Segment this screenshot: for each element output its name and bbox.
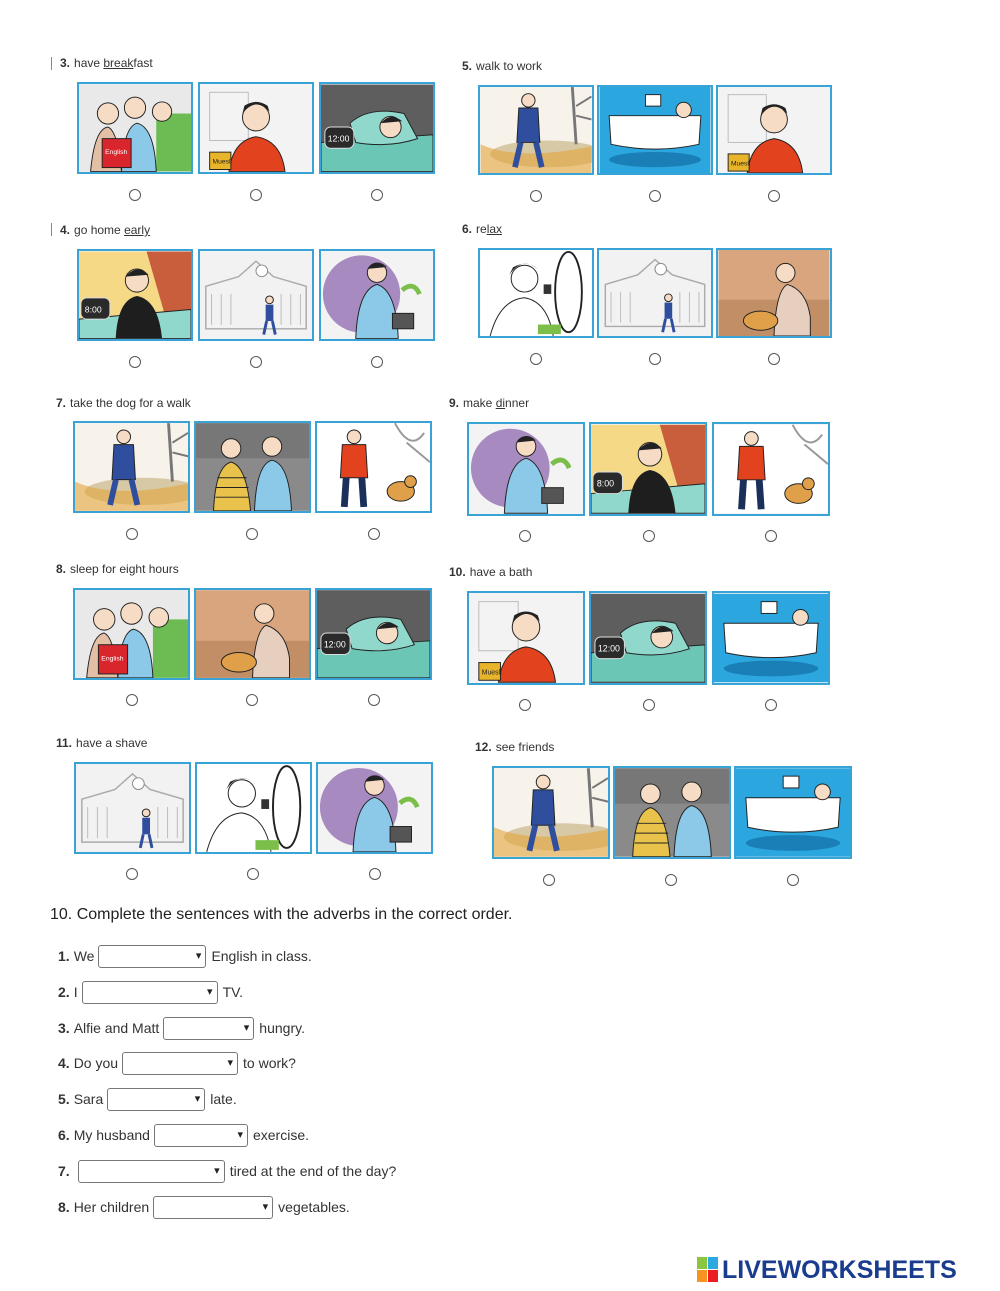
task-12-picture-friends — [613, 766, 731, 859]
sentence-number: 1. — [58, 948, 70, 964]
task-6-picture-relax — [716, 248, 832, 338]
task-5-picture-bath — [597, 85, 713, 175]
task-6-picture-station — [597, 248, 713, 338]
task-6-option-b-radio[interactable] — [649, 353, 661, 365]
sentence-7-dropdown[interactable] — [78, 1160, 225, 1183]
sentence-number: 5. — [58, 1091, 70, 1107]
task-8-picture-sleep — [315, 588, 432, 680]
task-8-option-c-radio[interactable] — [368, 694, 380, 706]
task-7-option-b-radio[interactable] — [246, 528, 258, 540]
margin-bar — [51, 223, 52, 236]
task-3-picture-sleep — [319, 82, 435, 174]
sentence-2-dropdown[interactable] — [82, 981, 218, 1004]
task-11-option-b-radio[interactable] — [247, 868, 259, 880]
task-4-option-c-radio[interactable] — [371, 356, 383, 368]
task-10-label: 10. have a bath — [449, 565, 533, 579]
sentence-1 — [58, 944, 312, 968]
sentence-6-dropdown[interactable] — [154, 1124, 248, 1147]
task-3-picture-breakfast — [198, 82, 314, 174]
task-5-picture-walk — [478, 85, 594, 175]
sentence-suffix: vegetables. — [278, 1199, 350, 1215]
task-12-option-a-radio[interactable] — [543, 874, 555, 886]
sentence-prefix: Sara — [73, 1091, 104, 1107]
task-4-option-a-radio[interactable] — [129, 356, 141, 368]
task-10-picture-sleep — [589, 591, 707, 685]
sentence-suffix: tired at the end of the day? — [229, 1163, 397, 1179]
sentence-suffix: late. — [210, 1091, 237, 1107]
margin-bar — [51, 57, 52, 70]
sentence-4-dropdown[interactable] — [122, 1052, 238, 1075]
task-10-picture-bath — [712, 591, 830, 685]
task-7-option-a-radio[interactable] — [126, 528, 138, 540]
liveworksheets-logo — [697, 1255, 957, 1285]
task-9-picture-dog — [712, 422, 830, 516]
task-5-option-c-radio[interactable] — [768, 190, 780, 202]
sentence-number: 2. — [58, 984, 70, 1000]
task-4-picture-cook — [319, 249, 435, 341]
task-11-label: 11. have a shave — [56, 736, 148, 750]
task-6-picture-shave — [478, 248, 594, 338]
task-7-option-c-radio[interactable] — [368, 528, 380, 540]
sentence-3 — [58, 1016, 305, 1040]
task-5-picture-breakfast — [716, 85, 832, 175]
task-9-option-b-radio[interactable] — [643, 530, 655, 542]
task-4-label: 4. go home early — [60, 223, 151, 237]
task-6-label: 6. relax — [462, 222, 503, 236]
task-9-picture-cook — [467, 422, 585, 516]
sentence-4 — [58, 1051, 296, 1075]
task-11-option-a-radio[interactable] — [126, 868, 138, 880]
task-11-picture-shave — [195, 762, 312, 854]
task-12-label: 12. see friends — [475, 740, 555, 754]
task-9-option-c-radio[interactable] — [765, 530, 777, 542]
task-5-label: 5. walk to work — [462, 59, 543, 73]
sentence-number: 8. — [58, 1199, 70, 1215]
task-8-picture-relax — [194, 588, 311, 680]
sentence-suffix: hungry. — [259, 1020, 305, 1036]
sentence-5 — [58, 1087, 237, 1111]
sentence-prefix: I — [73, 984, 78, 1000]
sentence-1-dropdown[interactable] — [98, 945, 206, 968]
sentence-2 — [58, 980, 243, 1004]
task-12-picture-bath — [734, 766, 852, 859]
task-10-option-b-radio[interactable] — [643, 699, 655, 711]
sentence-number: 4. — [58, 1055, 70, 1071]
sentence-5-dropdown[interactable] — [107, 1088, 205, 1111]
task-3-option-b-radio[interactable] — [250, 189, 262, 201]
sentence-prefix: We — [73, 948, 95, 964]
sentence-6 — [58, 1123, 309, 1147]
task-10-picture-breakfast — [467, 591, 585, 685]
task-11-picture-station — [74, 762, 191, 854]
task-7-label: 7. take the dog for a walk — [56, 396, 191, 410]
sentence-suffix: exercise. — [252, 1127, 309, 1143]
task-5-option-b-radio[interactable] — [649, 190, 661, 202]
task-6-option-c-radio[interactable] — [768, 353, 780, 365]
task-3-option-a-radio[interactable] — [129, 189, 141, 201]
task-4-option-b-radio[interactable] — [250, 356, 262, 368]
task-11-picture-cook — [316, 762, 433, 854]
task-8-option-b-radio[interactable] — [246, 694, 258, 706]
sentence-suffix: to work? — [243, 1055, 296, 1071]
task-8-option-a-radio[interactable] — [126, 694, 138, 706]
task-12-option-b-radio[interactable] — [665, 874, 677, 886]
task-5-option-a-radio[interactable] — [530, 190, 542, 202]
task-9-picture-wake — [589, 422, 707, 516]
sentence-prefix: Her children — [73, 1199, 150, 1215]
sentence-prefix: Alfie and Matt — [73, 1020, 160, 1036]
sentence-7 — [58, 1159, 396, 1183]
sentence-number: 7. — [58, 1163, 70, 1179]
task-7-picture-dog — [315, 421, 432, 513]
sentence-3-dropdown[interactable] — [163, 1017, 254, 1040]
sentence-prefix: My husband — [73, 1127, 150, 1143]
task-12-picture-walk — [492, 766, 610, 859]
sentence-number: 6. — [58, 1127, 70, 1143]
task-7-picture-walk — [73, 421, 190, 513]
task-11-option-c-radio[interactable] — [369, 868, 381, 880]
section-title: 10. Complete the sentences with the adverbs in the correct order. — [50, 906, 513, 923]
sentence-suffix: TV. — [222, 984, 244, 1000]
task-12-option-c-radio[interactable] — [787, 874, 799, 886]
task-3-label: 3. have breakfast — [60, 56, 153, 70]
task-8-label: 8. sleep for eight hours — [56, 562, 179, 576]
sentence-suffix: English in class. — [211, 948, 312, 964]
task-9-label: 9. make dinner — [449, 396, 530, 410]
task-7-picture-friends — [194, 421, 311, 513]
liveworksheets-logo-text: LIVEWORKSHEETS — [722, 1255, 957, 1284]
sentence-prefix: Do you — [73, 1055, 119, 1071]
sentence-number: 3. — [58, 1020, 70, 1036]
task-3-option-c-radio[interactable] — [371, 189, 383, 201]
task-10-option-a-radio[interactable] — [519, 699, 531, 711]
task-6-option-a-radio[interactable] — [530, 353, 542, 365]
liveworksheets-logo-icon — [697, 1257, 719, 1283]
task-9-option-a-radio[interactable] — [519, 530, 531, 542]
task-3-picture-reading — [77, 82, 193, 174]
task-4-picture-wake — [77, 249, 193, 341]
task-10-option-c-radio[interactable] — [765, 699, 777, 711]
sentence-8 — [58, 1195, 350, 1219]
task-4-picture-station — [198, 249, 314, 341]
task-8-picture-reading — [73, 588, 190, 680]
sentence-8-dropdown[interactable] — [153, 1196, 273, 1219]
